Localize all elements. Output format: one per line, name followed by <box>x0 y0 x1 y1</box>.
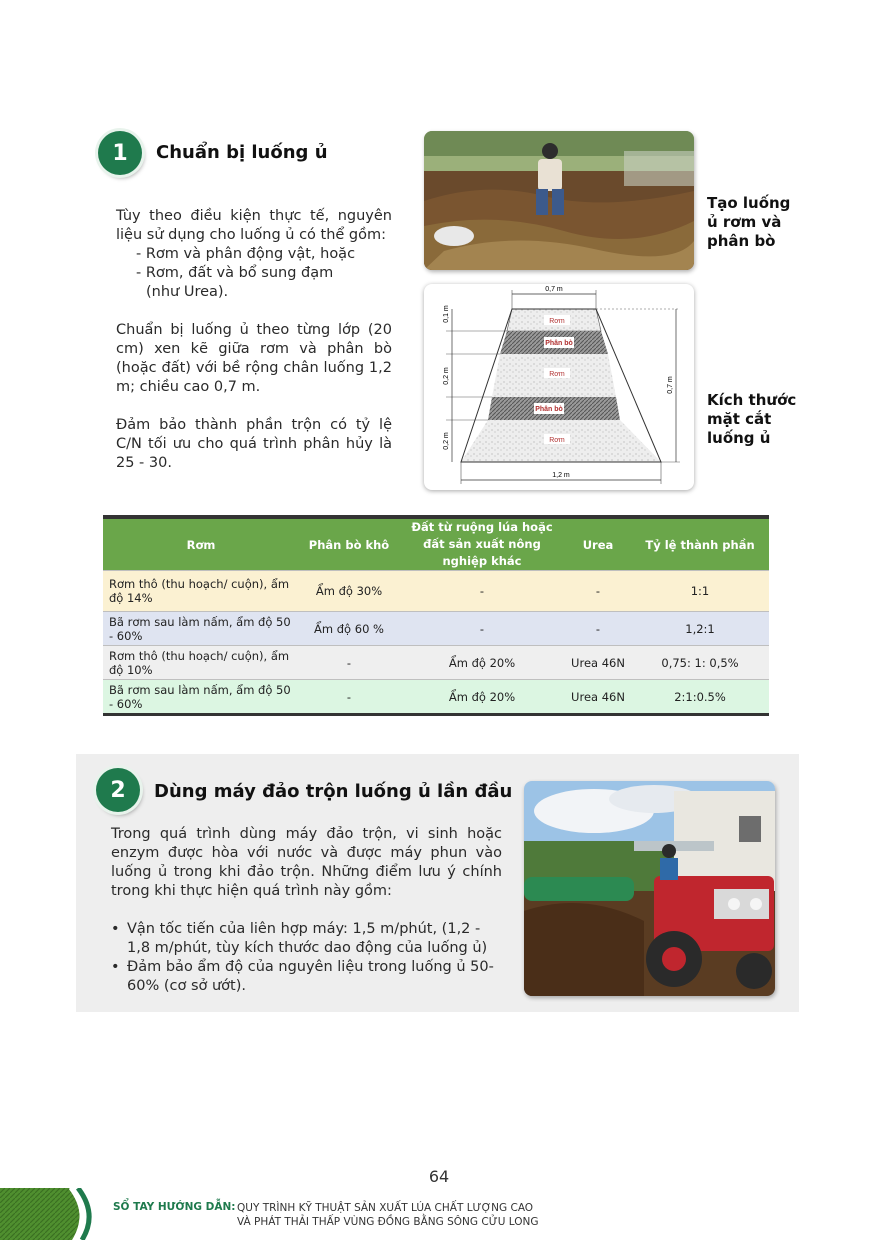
mix-ratio-table <box>103 515 769 716</box>
svg-text:Rơm: Rơm <box>549 437 565 444</box>
col-header: Rơm <box>103 519 299 571</box>
table-cell: Bã rơm sau làm nấm, ẩm độ 50 - 60% <box>103 680 299 714</box>
footer-label: SỔ TAY HƯỚNG DẪN: <box>113 1201 236 1213</box>
svg-text:Phân bò: Phân bò <box>535 406 563 413</box>
svg-text:Phân bò: Phân bò <box>545 340 573 347</box>
footer-line-2: VÀ PHÁT THẢI THẤP VÙNG ĐỒNG BẰNG SÔNG CỬU LONG <box>237 1216 539 1228</box>
svg-text:Rơm: Rơm <box>549 371 565 378</box>
table-cell: Rơm thô (thu hoạch/ cuộn), ẩm độ 14% <box>103 571 299 612</box>
step-1-badge: 1 <box>98 131 142 175</box>
layer-label-4 <box>534 403 564 414</box>
bullet-item: • Vận tốc tiến của liên hợp máy: 1,5 m/phút, (1,2 - 1,8 m/phút, tùy kích thước dao động của luống ủ) <box>111 920 502 958</box>
table-row <box>103 646 769 680</box>
table-cell: Rơm thô (thu hoạch/ cuộn), ẩm độ 10% <box>103 646 299 680</box>
footer-line-1: QUY TRÌNH KỸ THUẬT SẢN XUẤT LÚA CHẤT LƯỢNG CAO <box>237 1202 534 1214</box>
section-1-para2: Chuẩn bị luống ủ theo từng lớp (20 cm) xen kẽ giữa rơm và phân bò (hoặc đất) với bề rộng chân luống 1,2 m; chiều cao 0,7 m. <box>116 322 392 395</box>
section-2-body <box>111 825 502 996</box>
col-header: Tỷ lệ thành phần <box>631 519 769 571</box>
left-dim-2: 0,2 m <box>443 367 450 385</box>
table-cell: Ẩm độ 30% <box>299 571 399 612</box>
table-cell: Ẩm độ 60 % <box>299 612 399 646</box>
bottom-width-label: 1,2 m <box>552 472 570 479</box>
table-cell: 2:1:0.5% <box>631 680 769 714</box>
layer-label-2 <box>544 337 574 348</box>
option-1: - Rơm và phân động vật, hoặc <box>136 246 356 262</box>
table-cell: 0,75: 1: 0,5% <box>631 646 769 680</box>
table-cell: - <box>565 612 631 646</box>
table-cell: Ẩm độ 20% <box>399 646 565 680</box>
section-2-intro: Trong quá trình dùng máy đảo trộn, vi sinh hoặc enzym được hòa với nước và được máy phun vào luống ủ trong khi đảo trộn. Những điểm lưu ý chính trong khi thực hiện quá trình này gồm: <box>111 826 502 899</box>
layer-label-1 <box>544 315 570 325</box>
layer-label-5 <box>544 434 570 444</box>
diagram-caption: Kích thước mặt cắt luống ủ <box>707 391 797 447</box>
cross-section-diagram <box>424 284 694 490</box>
table-cell: - <box>299 680 399 714</box>
height-label: 0,7 m <box>667 376 674 394</box>
photo-caption: Tạo luống ủ rơm và phân bò <box>707 194 791 250</box>
section-1-para3: Đảm bảo thành phần trộn có tỷ lệ C/N tối ưu cho quá trình phân hủy là 25 - 30. <box>116 417 392 471</box>
table-cell: - <box>299 646 399 680</box>
bullet-item: • Đảm bảo ẩm độ của nguyên liệu trong luống ủ 50-60% (cơ sở ướt). <box>111 958 502 996</box>
tractor-mixing-photo <box>524 781 775 996</box>
table-cell: 1,2:1 <box>631 612 769 646</box>
layer-label-3 <box>544 368 570 378</box>
svg-text:Rơm: Rơm <box>549 318 565 325</box>
left-dim-1: 0,1 m <box>443 305 450 323</box>
table-row <box>103 571 769 612</box>
col-header: Đất từ ruộng lúa hoặc đất sản xuất nông nghiệp khác <box>399 519 565 571</box>
option-2-cont: (như Urea). <box>146 284 229 300</box>
section-1-title: Chuẩn bị luống ủ <box>156 142 328 163</box>
bullet-text: Đảm bảo ẩm độ của nguyên liệu trong luống ủ 50-60% (cơ sở ướt). <box>127 959 494 994</box>
section-1-intro: Tùy theo điều kiện thực tế, nguyên liệu sử dụng cho luống ủ có thể gồm: <box>116 208 392 243</box>
table-row <box>103 680 769 714</box>
table-cell: - <box>565 571 631 612</box>
compost-pile-photo <box>424 131 694 270</box>
option-2: - Rơm, đất và bổ sung đạm <box>136 265 334 281</box>
table-cell: Bã rơm sau làm nấm, ẩm độ 50 - 60% <box>103 612 299 646</box>
rice-field-logo <box>0 1188 100 1240</box>
footer-title <box>237 1201 538 1229</box>
bullet-text: Vận tốc tiến của liên hợp máy: 1,5 m/phút, (1,2 - 1,8 m/phút, tùy kích thước dao động của luống ủ) <box>127 921 488 956</box>
left-dim-3: 0,2 m <box>443 432 450 450</box>
table-header-row <box>103 519 769 571</box>
col-header: Phân bò khô <box>299 519 399 571</box>
step-2-badge: 2 <box>96 768 140 812</box>
section-1-body <box>116 207 392 473</box>
table-row <box>103 612 769 646</box>
table-cell: Urea 46N <box>565 646 631 680</box>
table-cell: - <box>399 571 565 612</box>
section-2-title: Dùng máy đảo trộn luống ủ lần đầu <box>154 781 513 802</box>
table-cell: Urea 46N <box>565 680 631 714</box>
col-header: Urea <box>565 519 631 571</box>
top-width-label: 0,7 m <box>545 286 563 293</box>
table-cell: Ẩm độ 20% <box>399 680 565 714</box>
page-number: 64 <box>428 1167 450 1186</box>
table-cell: 1:1 <box>631 571 769 612</box>
table-cell: - <box>399 612 565 646</box>
